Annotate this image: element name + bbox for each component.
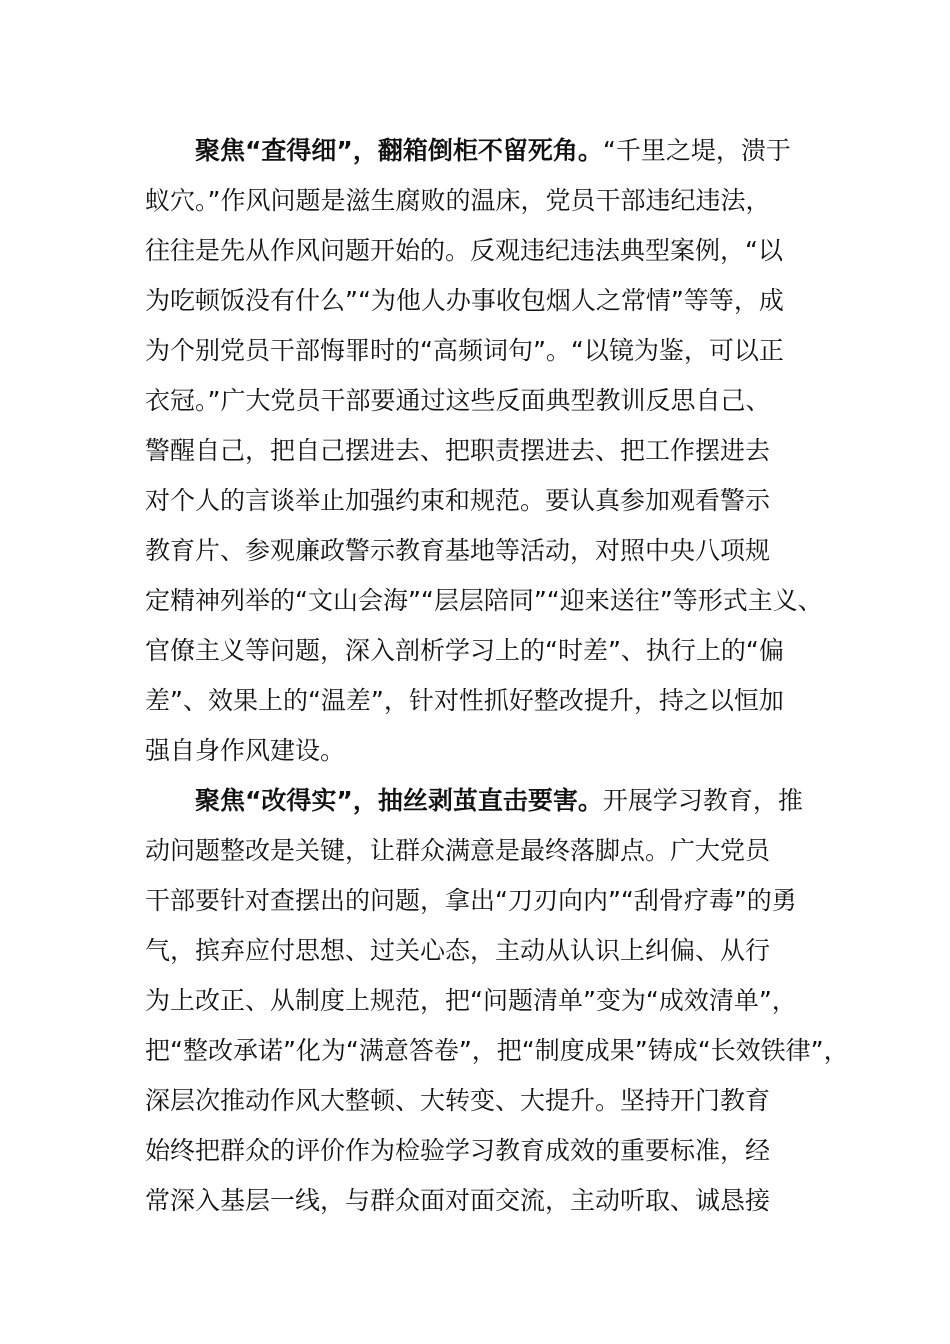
text-line: 官僚主义等问题，深入剖析学习上的“时差”、执行上的“偏 <box>145 636 784 665</box>
text-line: 气，摈弃应付思想、过关心态，主动从认识上纠偏、从行 <box>145 936 771 965</box>
text-line: 定精神列举的“文山会海”“层层陪同”“迎来送往”等形式主义、 <box>145 586 823 615</box>
paragraph-text: 开展学习教育，推 <box>602 786 803 815</box>
text-line: 为吃顿饭没有什么”“为他人办事收包烟人之常情”等等，成 <box>145 286 784 315</box>
text-line: 教育片、参观廉政警示教育基地等活动，对照中央八项规 <box>145 536 771 565</box>
text-line: 为上改正、从制度上规范，把“问题清单”变为“成效清单”， <box>145 986 797 1015</box>
text-line: 深层次推动作风大整顿、大转变、大提升。坚持开门教育 <box>145 1086 771 1115</box>
paragraph-check-detail <box>145 126 835 776</box>
text-line: 对个人的言谈举止加强约束和规范。要认真参加观看警示 <box>145 486 771 515</box>
document-body <box>145 126 849 1226</box>
text-line: 衣冠。”广大党员干部要通过这些反面典型教训反思自己、 <box>145 386 771 415</box>
text-line: 差”、效果上的“温差”，针对性抓好整改提升，持之以恒加 <box>145 686 784 715</box>
text-line: 往往是先从作风问题开始的。反观违纪违法典型案例，“以 <box>145 236 783 265</box>
text-line: 为个别党员干部悔罪时的“高频词句”。“以镜为鉴，可以正 <box>145 336 784 365</box>
paragraph-first-line <box>145 776 835 826</box>
paragraph-heading: 聚焦“查得细”，翻箱倒柜不留死角。 <box>195 136 603 165</box>
text-line: 动问题整改是关键，让群众满意是最终落脚点。广大党员 <box>145 836 771 865</box>
text-line: 蚁穴。”作风问题是滋生腐败的温床，党员干部违纪违法， <box>145 186 771 215</box>
paragraph-heading: 聚焦“改得实”，抽丝剥茧直击要害。 <box>195 786 603 815</box>
paragraph-rectify-solid <box>145 776 849 1226</box>
text-line: 把“整改承诺”化为“满意答卷”，把“制度成果”铸成“长效铁律”， <box>145 1036 849 1065</box>
paragraph-text: “千里之堤，溃于 <box>602 136 791 165</box>
text-line: 警醒自己，把自己摆进去、把职责摆进去、把工作摆进去 <box>145 436 771 465</box>
text-line: 始终把群众的评价作为检验学习教育成效的重要标准，经 <box>145 1136 771 1165</box>
text-line: 干部要针对查摆出的问题，拿出“刀刃向内”“刮骨疗毒”的勇 <box>145 886 797 915</box>
text-line: 常深入基层一线，与群众面对面交流，主动听取、诚恳接 <box>145 1186 771 1215</box>
paragraph-first-line <box>145 126 835 176</box>
text-line: 强自身作风建设。 <box>145 736 346 765</box>
